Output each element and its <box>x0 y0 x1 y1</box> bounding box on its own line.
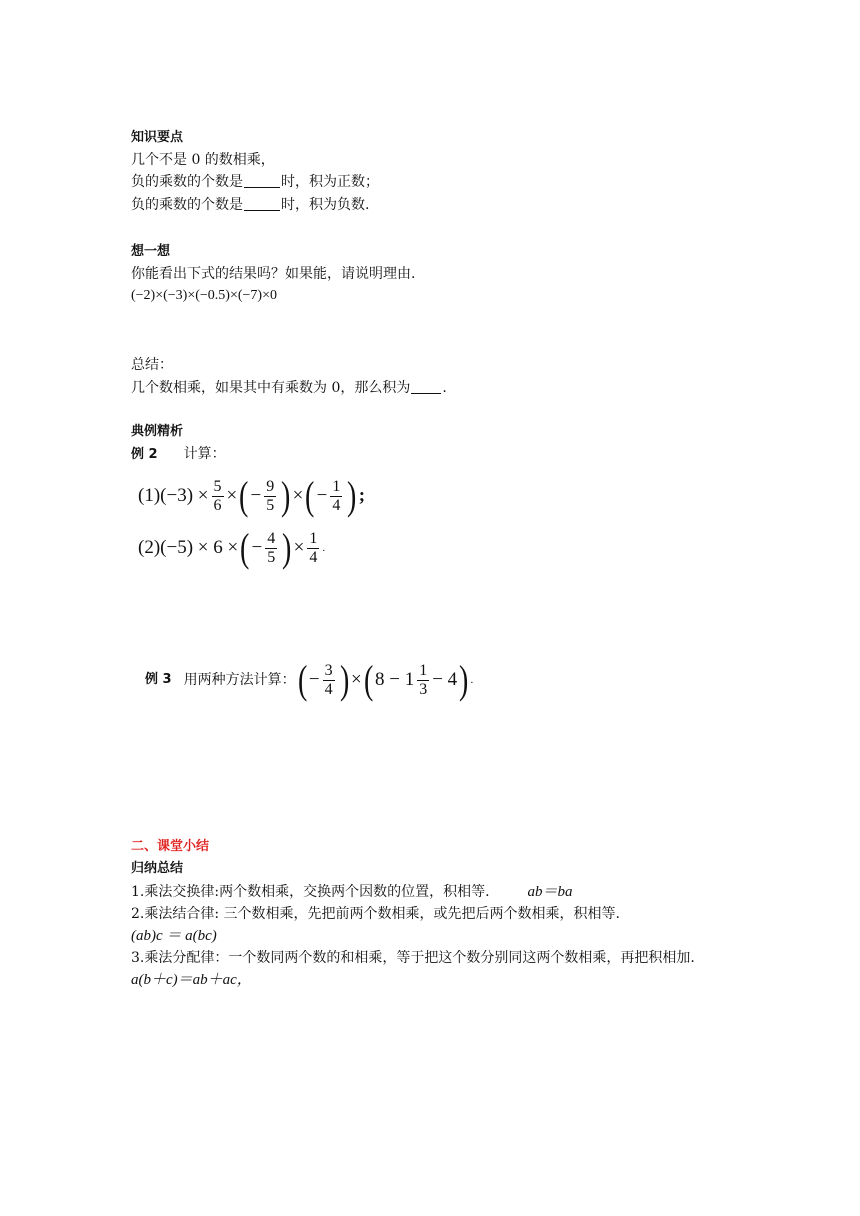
law-3-text: 3.乘法分配律：一个数同两个数的和相乘，等于把这个数分别同这两个数相乘，再把积相加. <box>131 950 695 966</box>
inner-expr-end: − 4 <box>432 669 458 690</box>
example-3-label: 例 3 <box>145 672 172 687</box>
right-paren: ) <box>347 473 357 518</box>
summary-label: 总结： <box>131 357 173 373</box>
fraction <box>264 478 276 515</box>
denominator: 4 <box>324 680 333 698</box>
minus-sign: − <box>316 485 328 506</box>
minus-sign: − <box>250 485 262 506</box>
right-paren: ) <box>339 657 349 702</box>
line3-tail: 时，积为负数. <box>281 197 370 213</box>
period: . <box>322 542 326 554</box>
summary-text-end: . <box>442 380 447 396</box>
left-paren: ( <box>305 473 315 518</box>
line2-tail: 时，积为正数； <box>281 174 379 190</box>
law-3-formula: a(b＋c)＝ab＋ac， <box>131 972 252 988</box>
law-1-text: 1.乘法交换律:两个数相乘，交换两个因数的位置，积相等. <box>131 884 490 900</box>
numerator: 9 <box>266 477 275 495</box>
right-paren: ) <box>459 657 469 702</box>
numerator: 1 <box>332 477 341 495</box>
period: . <box>470 674 474 686</box>
times-sign: × <box>292 485 304 506</box>
law-1-formula: ab＝ba <box>527 884 573 900</box>
examples-heading: 典例精析 <box>131 424 184 439</box>
left-paren: ( <box>363 657 374 702</box>
line2-text: 负的乘数的个数是 <box>131 174 243 190</box>
denominator: 4 <box>309 548 318 566</box>
example-2-label: 例 2 <box>131 447 158 462</box>
paren-group <box>303 473 358 518</box>
summary-text <box>131 378 447 398</box>
think-question: 你能看出下式的结果吗？如果能，请说明理由. <box>131 266 416 282</box>
left-paren: ( <box>239 473 249 518</box>
numerator: 1 <box>309 529 318 547</box>
example-2-header <box>131 444 226 465</box>
example-2-part-2 <box>138 522 325 574</box>
knowledge-line-3 <box>131 195 369 215</box>
fraction <box>212 478 224 515</box>
example-2-part-1 <box>138 470 365 522</box>
right-paren: ) <box>281 473 291 518</box>
example-2-text: 计算： <box>183 446 226 462</box>
times-sign: × <box>350 669 362 690</box>
example-3-text: 用两种方法计算： <box>183 672 296 688</box>
class-summary-subheading: 归纳总结 <box>131 861 184 876</box>
line3-text: 负的乘数的个数是 <box>131 197 243 213</box>
minus-sign: − <box>308 669 320 690</box>
think-heading: 想一想 <box>131 244 171 259</box>
example-3 <box>145 654 473 706</box>
fraction <box>330 478 342 515</box>
fraction <box>307 530 319 567</box>
numerator: 4 <box>267 529 276 547</box>
numerator: 5 <box>213 477 222 495</box>
law-1 <box>131 882 573 902</box>
answer-blank[interactable] <box>244 196 280 211</box>
paren-group <box>238 525 293 570</box>
left-paren: ( <box>297 657 307 702</box>
paren-group <box>362 657 471 702</box>
expr-prefix: (1)(−3) × <box>138 485 209 506</box>
left-paren: ( <box>240 525 250 570</box>
fraction <box>323 662 335 699</box>
semicolon: ; <box>358 485 366 506</box>
denominator: 5 <box>267 548 276 566</box>
denominator: 3 <box>419 680 428 698</box>
class-summary-heading: 二、课堂小结 <box>131 839 210 854</box>
denominator: 5 <box>266 496 275 514</box>
knowledge-line-2 <box>131 172 379 192</box>
numerator: 1 <box>419 661 428 679</box>
fraction <box>417 662 429 699</box>
right-paren: ) <box>282 525 292 570</box>
summary-text-main: 几个数相乘，如果其中有乘数为 0，那么积为 <box>131 380 411 396</box>
fraction <box>265 530 277 567</box>
numerator: 3 <box>324 661 333 679</box>
denominator: 6 <box>213 496 222 514</box>
paren-group <box>296 657 351 702</box>
times-sign: × <box>226 485 238 506</box>
knowledge-line-1: 几个不是 0 的数相乘， <box>131 152 275 168</box>
knowledge-heading: 知识要点 <box>131 130 184 145</box>
times-sign: × <box>293 537 305 558</box>
inner-expr-start: 8 − 1 <box>375 669 415 690</box>
law-2-formula: (ab)c ＝ a(bc) <box>131 928 217 944</box>
paren-group <box>237 473 292 518</box>
denominator: 4 <box>332 496 341 514</box>
think-expression: (−2)×(−3)×(−0.5)×(−7)×0 <box>131 288 277 303</box>
answer-blank[interactable] <box>244 173 280 188</box>
law-2-text: 2.乘法结合律: 三个数相乘，先把前两个数相乘，或先把后两个数相乘，积相等. <box>131 906 620 922</box>
expr-prefix: (2)(−5) × 6 × <box>138 537 239 558</box>
answer-blank[interactable] <box>411 379 441 394</box>
minus-sign: − <box>251 537 263 558</box>
